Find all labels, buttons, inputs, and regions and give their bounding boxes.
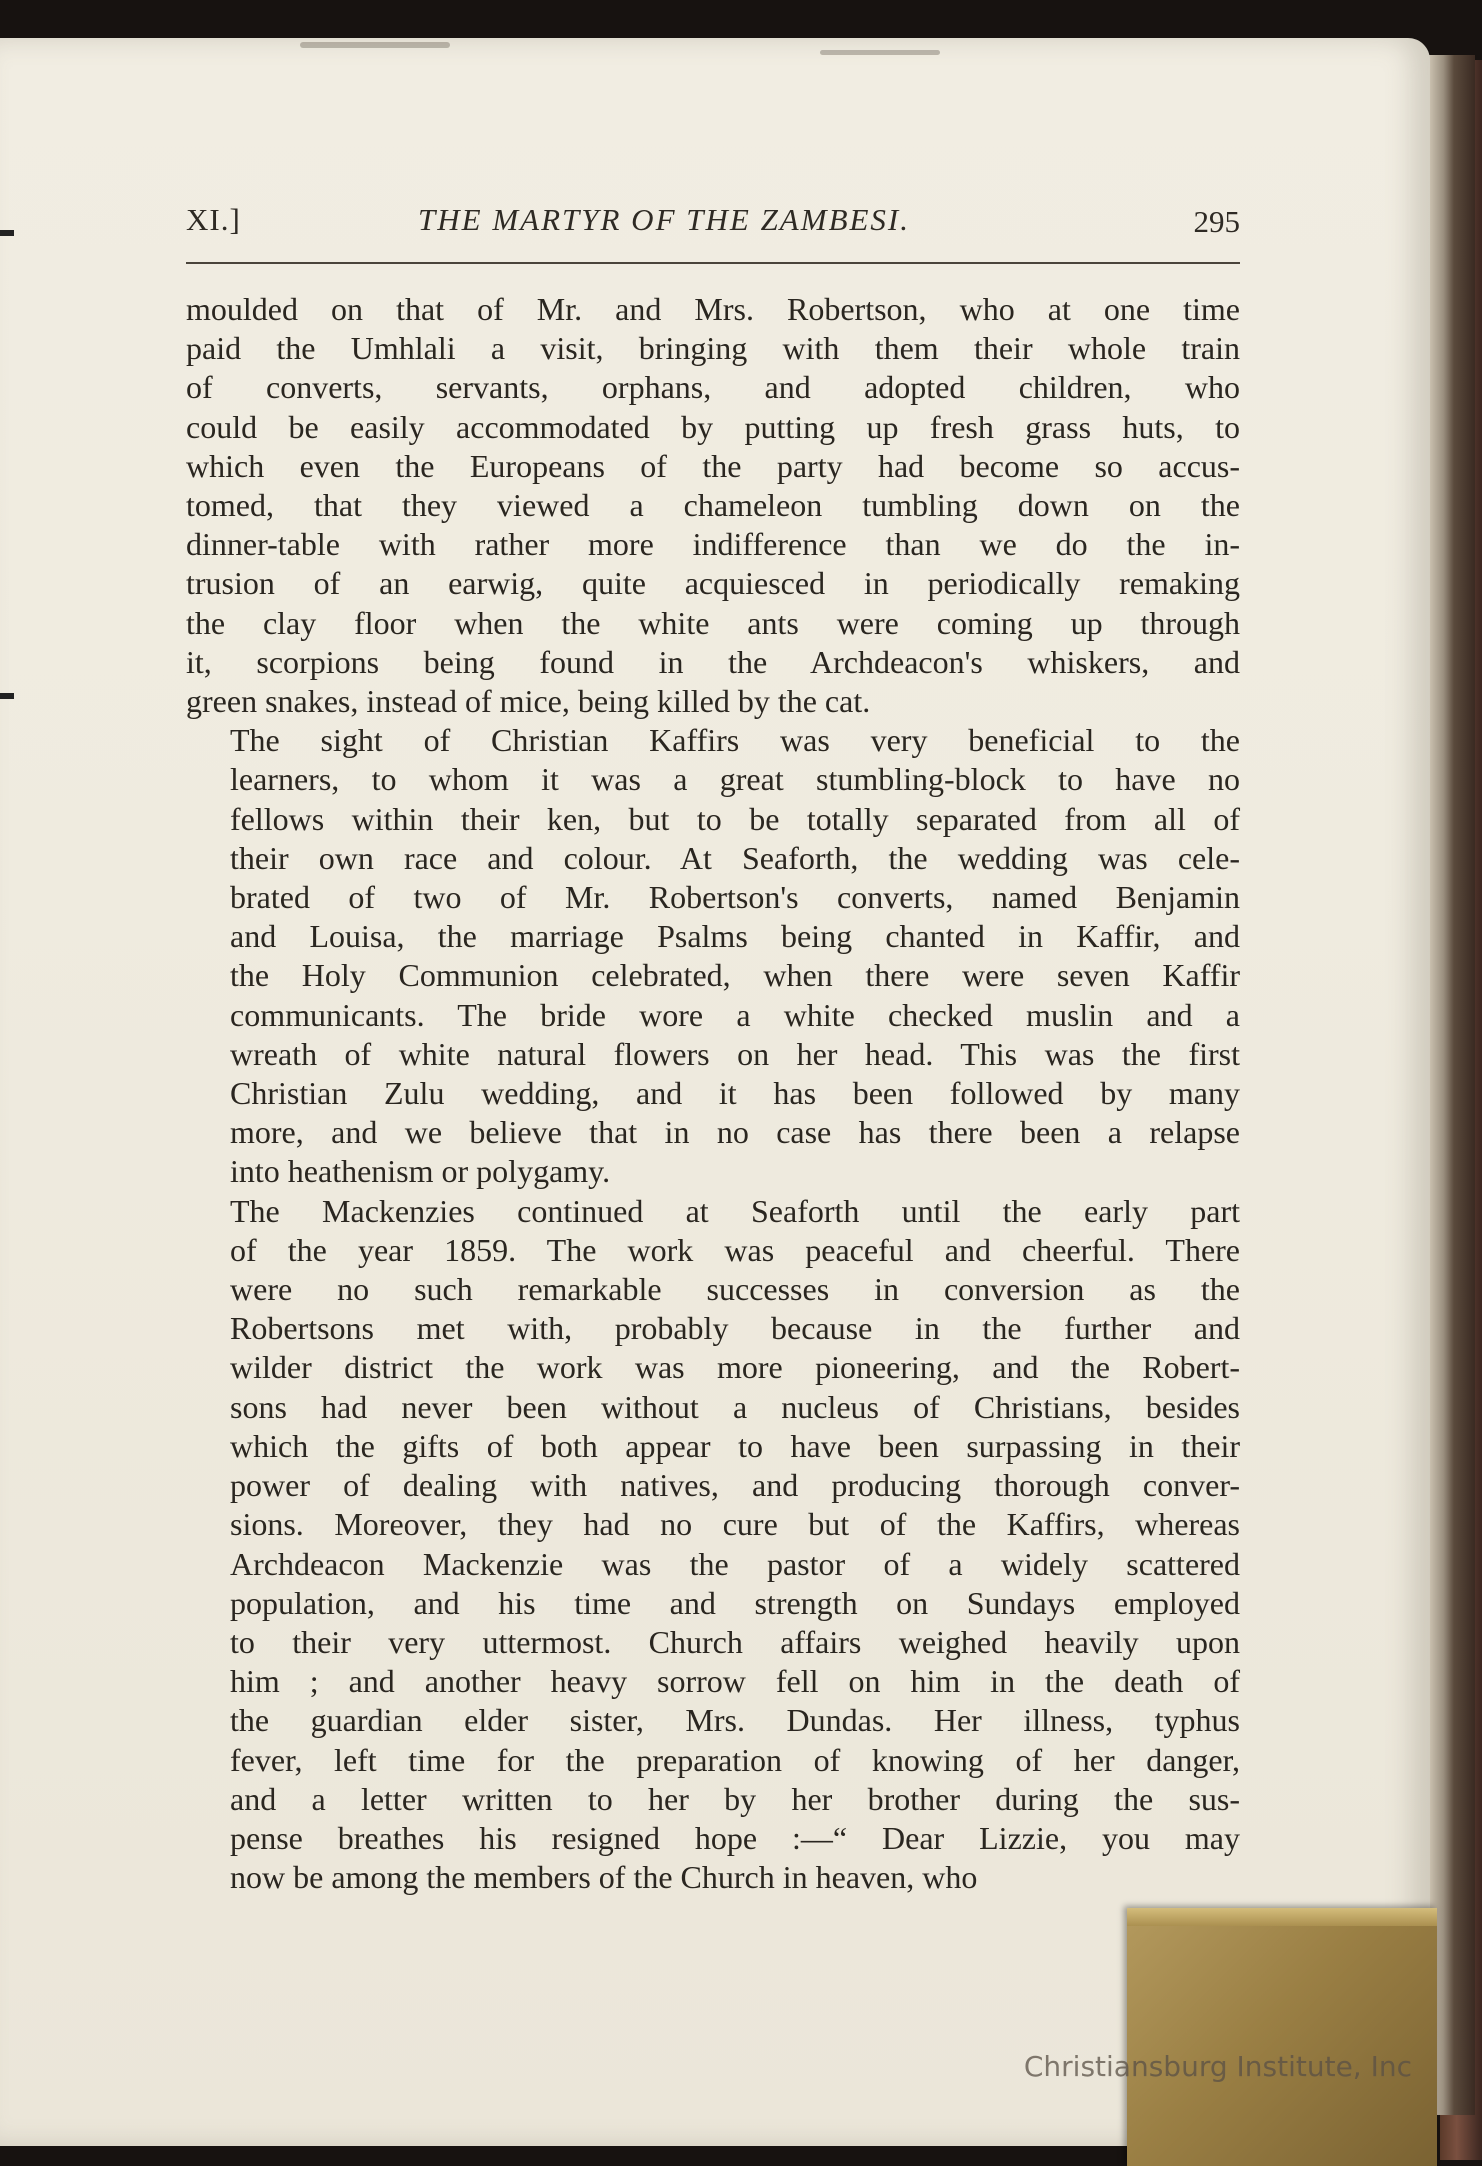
margin-mark [0,230,14,236]
text-line: their own race and colour. At Seaforth, the wedding was cele- [230,839,1240,876]
text-line: green snakes, instead of mice, being killed by the cat. [186,683,871,720]
text-line: fellows within their ken, but to be totally separated from all of [230,800,1240,837]
text-line: The Mackenzies continued at Seaforth until the early part [230,1192,1240,1229]
text-line: learners, to whom it was a great stumbling-block to have no [230,761,1240,798]
text-line: Archdeacon Mackenzie was the pastor of a widely scattered [230,1545,1240,1582]
text-line: the Holy Communion celebrated, when there were seven Kaffir [230,957,1240,994]
text-line: and Louisa, the marriage Psalms being chanted in Kaffir, and [230,918,1240,955]
text-line: sions. Moreover, they had no cure but of the Kaffirs, whereas [230,1506,1240,1543]
brass-clip [1127,1908,1437,2166]
text-line: moulded on that of Mr. and Mrs. Robertson, who at one time [186,291,1240,327]
text-line: trusion of an earwig, quite acquiesced in periodically remaking [186,565,1240,602]
text-line: brated of two of Mr. Robertson's converts, named Benjamin [230,879,1240,916]
margin-mark [0,693,14,699]
text-line: now be among the members of the Church in heaven, who [230,1859,978,1896]
header-rule [186,262,1240,264]
text-line: which the gifts of both appear to have been surpassing in their [230,1427,1240,1464]
text-line: Christian Zulu wedding, and it has been followed by many [230,1075,1240,1112]
paragraph [186,1192,1240,1898]
text-line: him ; and another heavy sorrow fell on him in the death of [230,1663,1240,1700]
chapter-number: XI.] [186,202,241,237]
text-line: of converts, servants, orphans, and adopted children, who [186,369,1240,406]
text-line: communicants. The bride wore a white checked muslin and a [230,996,1240,1033]
paragraph [186,721,1240,1191]
page-stain [820,50,940,55]
text-line: fever, left time for the preparation of knowing of her danger, [230,1741,1240,1778]
text-line: The sight of Christian Kaffirs was very beneficial to the [230,722,1240,759]
paragraph [186,290,1240,721]
text-line: wreath of white natural flowers on her head. This was the first [230,1035,1240,1072]
text-line: wilder district the work was more pioneering, and the Robert- [230,1349,1240,1386]
text-line: sons had never been without a nucleus of Christians, besides [230,1388,1240,1425]
text-line: could be easily accommodated by putting up fresh grass huts, to [186,408,1240,445]
text-line: which even the Europeans of the party had become so accus- [186,447,1240,484]
watermark: Christiansburg Institute, Inc [1023,2050,1412,2083]
text-line: to their very uttermost. Church affairs weighed heavily upon [230,1623,1240,1660]
text-line: power of dealing with natives, and producing thorough conver- [230,1467,1240,1504]
text-line: more, and we believe that in no case has there been a relapse [230,1114,1240,1151]
text-line: population, and his time and strength on Sundays employed [230,1584,1240,1621]
text-line: of the year 1859. The work was peaceful and cheerful. There [230,1231,1240,1268]
running-title: THE MARTYR OF THE ZAMBESI. [418,202,911,237]
page-stain [300,42,450,48]
body-text [186,290,1240,1897]
text-line: paid the Umhlali a visit, bringing with them their whole train [186,330,1240,367]
text-line: tomed, that they viewed a chameleon tumbling down on the [186,487,1240,524]
text-line: Robertsons met with, probably because in the further and [230,1310,1240,1347]
running-head [186,202,1240,250]
text-line: it, scorpions being found in the Archdeacon's whiskers, and [186,643,1240,680]
text-line: the clay floor when the white ants were coming up through [186,604,1240,641]
text-line: the guardian elder sister, Mrs. Dundas. Her illness, typhus [230,1702,1240,1739]
page-number: 295 [1193,204,1240,239]
text-line: pense breathes his resigned hope :—“ Dear Lizzie, you may [230,1819,1240,1856]
text-line: and a letter written to her by her brother during the sus- [230,1780,1240,1817]
text-line: into heathenism or polygamy. [230,1153,611,1190]
text-line: dinner-table with rather more indifference than we do the in- [186,526,1240,563]
brass-clip-edge [1127,1908,1437,1926]
text-line: were no such remarkable successes in conversion as the [230,1271,1240,1308]
